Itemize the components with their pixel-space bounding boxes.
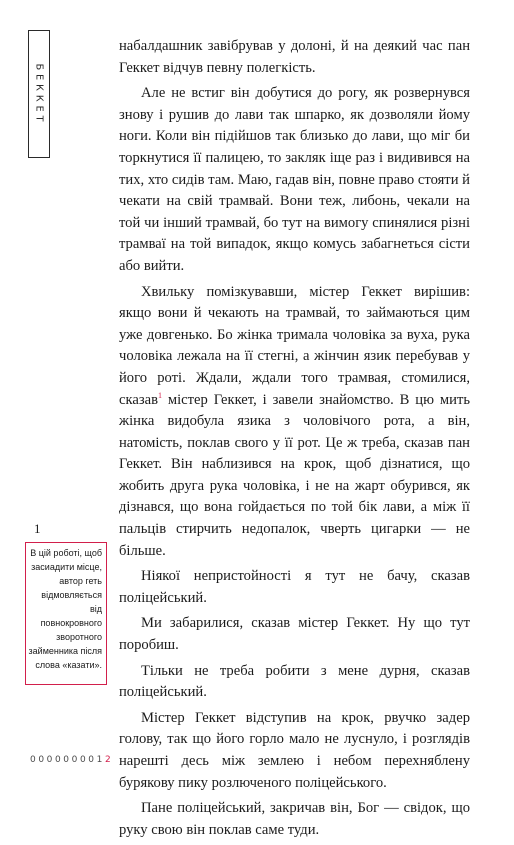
paragraph: Ніякої непристойності я тут не бачу, сказав поліцейський. xyxy=(119,568,470,606)
footnote-number: 1 xyxy=(34,521,41,536)
paragraph: Пане поліцейський, закричав він, Бог — свідок, що руку свою він поклав саме туди. xyxy=(119,800,470,838)
main-text xyxy=(119,36,470,845)
paragraph: Ми забарилися, сказав містер Геккет. Ну що тут поробиш. xyxy=(119,615,470,654)
running-header-tab xyxy=(28,30,50,158)
running-header-label: БЕККЕТ xyxy=(33,63,45,125)
paragraph-part: Хвильку помізкувавши, містер Геккет вирішив: якщо вони й чекають на трамвай, то займаються цим уже довгенько. Бо жінка тримала чоловіка за вуха, рука чоловіка лежала на її стегні, а жінчин язик перебував у його роті. Ждали, ждали того трамвая, стомилися, сказав xyxy=(119,283,470,408)
footnote-text: В цій роботі, щоб засиадити місце, автор геть відмовляється від повнокровного зворотного займенника після слова «казати». xyxy=(28,548,102,670)
paragraph-part: містер Геккет, і завели знайомство. В цю мить жінка видобула язика з чоловічого рота, а він, натомість, поклав свого у її рот. Це ж треба, сказав пан Геккет. Він наблизився на крок, щоб дізнатися, що жобить друга рука чоловіка, і не на жарт обурився, як дізнався, що вона гойдається по той бік лави, а між її пальців стирчить недопалок, чверть цигарки — не більше. xyxy=(119,391,470,559)
paragraph: набалдашник завібрував у долоні, й на деякий час пан Геккет відчув певну полегкість. xyxy=(119,38,470,76)
footnote-reference[interactable]: 1 xyxy=(157,390,162,400)
paragraph: Тільки не треба робити з мене дурня, сказав поліцейський. xyxy=(119,662,470,701)
page-number-prefix: 000000001 xyxy=(30,755,105,765)
paragraph: Містер Геккет відступив на крок, рвучко задер голову, так що його горло мало не луснуло, і розглядів нарешті десь між землею і небом перехняблену бурякову пику розлюченого поліцейського. xyxy=(119,709,470,791)
footnote-box xyxy=(25,542,107,685)
paragraph: Але не встиг він добутися до рогу, як розвернувся знову і рушив до лави так шпарко, як дозволяли йому ноги. Коли він підійшов так близько до лави, що міг би торкнутися її палицею, то закляк іще раз і видивився на тих, хто сидів там. Маю, гадав він, повне право стояти й чекати на свій трамвай. Вони теж, либонь, чекали на той чи інший трамвай, бо тут на вимогу спинялися різні трамваї на той випадок, якщо комусь забагнеться сісти або вийти. xyxy=(119,85,470,274)
paragraph xyxy=(119,282,470,563)
page-number xyxy=(30,755,113,765)
page-number-value: 2 xyxy=(104,755,114,765)
